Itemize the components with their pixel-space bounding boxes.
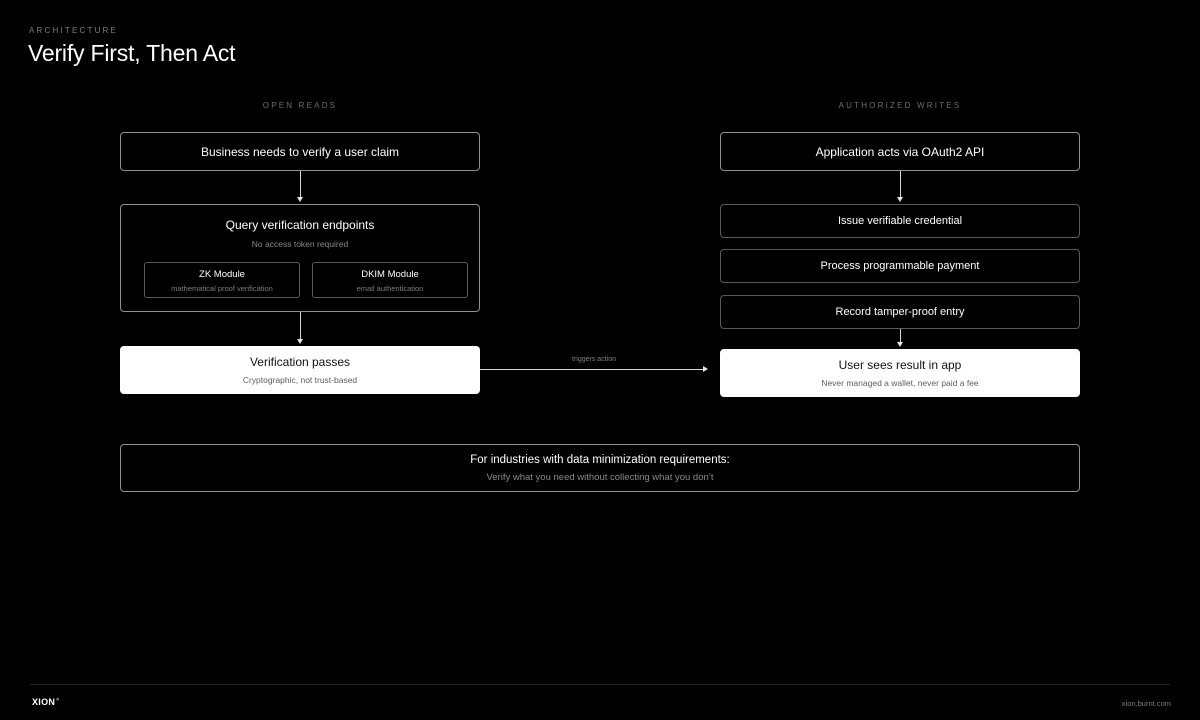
dkim-module-subtitle: email authentication xyxy=(356,284,424,293)
footer-divider xyxy=(30,684,1170,685)
page-title: Verify First, Then Act xyxy=(28,40,236,66)
arrow-line xyxy=(900,329,901,342)
query-box xyxy=(120,204,480,312)
user-result-title: User sees result in app xyxy=(838,358,962,372)
oauth-box xyxy=(720,132,1080,171)
action-record-text: Record tamper-proof entry xyxy=(835,306,965,318)
query-title: Query verification endpoints xyxy=(225,218,375,232)
action-credential-text: Issue verifiable credential xyxy=(837,215,963,227)
arrow-head xyxy=(297,339,303,344)
query-subtitle: No access token required xyxy=(251,239,349,249)
note-title: For industries with data minimization requirements: xyxy=(470,454,730,466)
verify-claim-box xyxy=(120,132,480,171)
eyebrow: ARCHITECTURE xyxy=(29,26,119,35)
connector-line xyxy=(480,369,703,370)
arrow-head xyxy=(897,342,903,347)
authorized-writes-label: AUTHORIZED WRITES xyxy=(838,101,962,110)
action-payment-text: Process programmable payment xyxy=(820,260,980,272)
action-credential-box xyxy=(720,204,1080,238)
user-result-box xyxy=(720,349,1080,397)
arrow-line xyxy=(300,312,301,339)
zk-module-subtitle: mathematical proof verification xyxy=(171,284,273,293)
zk-module xyxy=(144,262,300,298)
open-reads-label: OPEN READS xyxy=(262,101,338,110)
xion-logo xyxy=(32,697,59,707)
dkim-module xyxy=(312,262,468,298)
verification-passes-title: Verification passes xyxy=(249,355,351,369)
logo-text: XION xyxy=(32,697,56,707)
arrow-head xyxy=(897,197,903,202)
logo-mark-icon: ᐢ xyxy=(56,698,60,705)
arrow-line xyxy=(900,171,901,197)
connector-arrow-head xyxy=(703,366,708,372)
action-payment-box xyxy=(720,249,1080,283)
site-url: xion.burnt.com xyxy=(1121,699,1171,708)
triggers-label: triggers action xyxy=(572,356,616,363)
dkim-module-title: DKIM Module xyxy=(361,269,419,280)
verify-claim-text: Business needs to verify a user claim xyxy=(200,144,400,159)
arrow-head xyxy=(297,197,303,202)
verification-passes-box xyxy=(120,346,480,394)
verification-passes-subtitle: Cryptographic, not trust-based xyxy=(242,375,358,385)
action-record-box xyxy=(720,295,1080,329)
user-result-subtitle: Never managed a wallet, never paid a fee xyxy=(821,378,979,388)
note-subtitle: Verify what you need without collecting what you don’t xyxy=(486,472,714,483)
arrow-line xyxy=(300,171,301,197)
oauth-text: Application acts via OAuth2 API xyxy=(815,144,985,159)
data-minimization-note xyxy=(120,444,1080,492)
zk-module-title: ZK Module xyxy=(199,269,245,280)
